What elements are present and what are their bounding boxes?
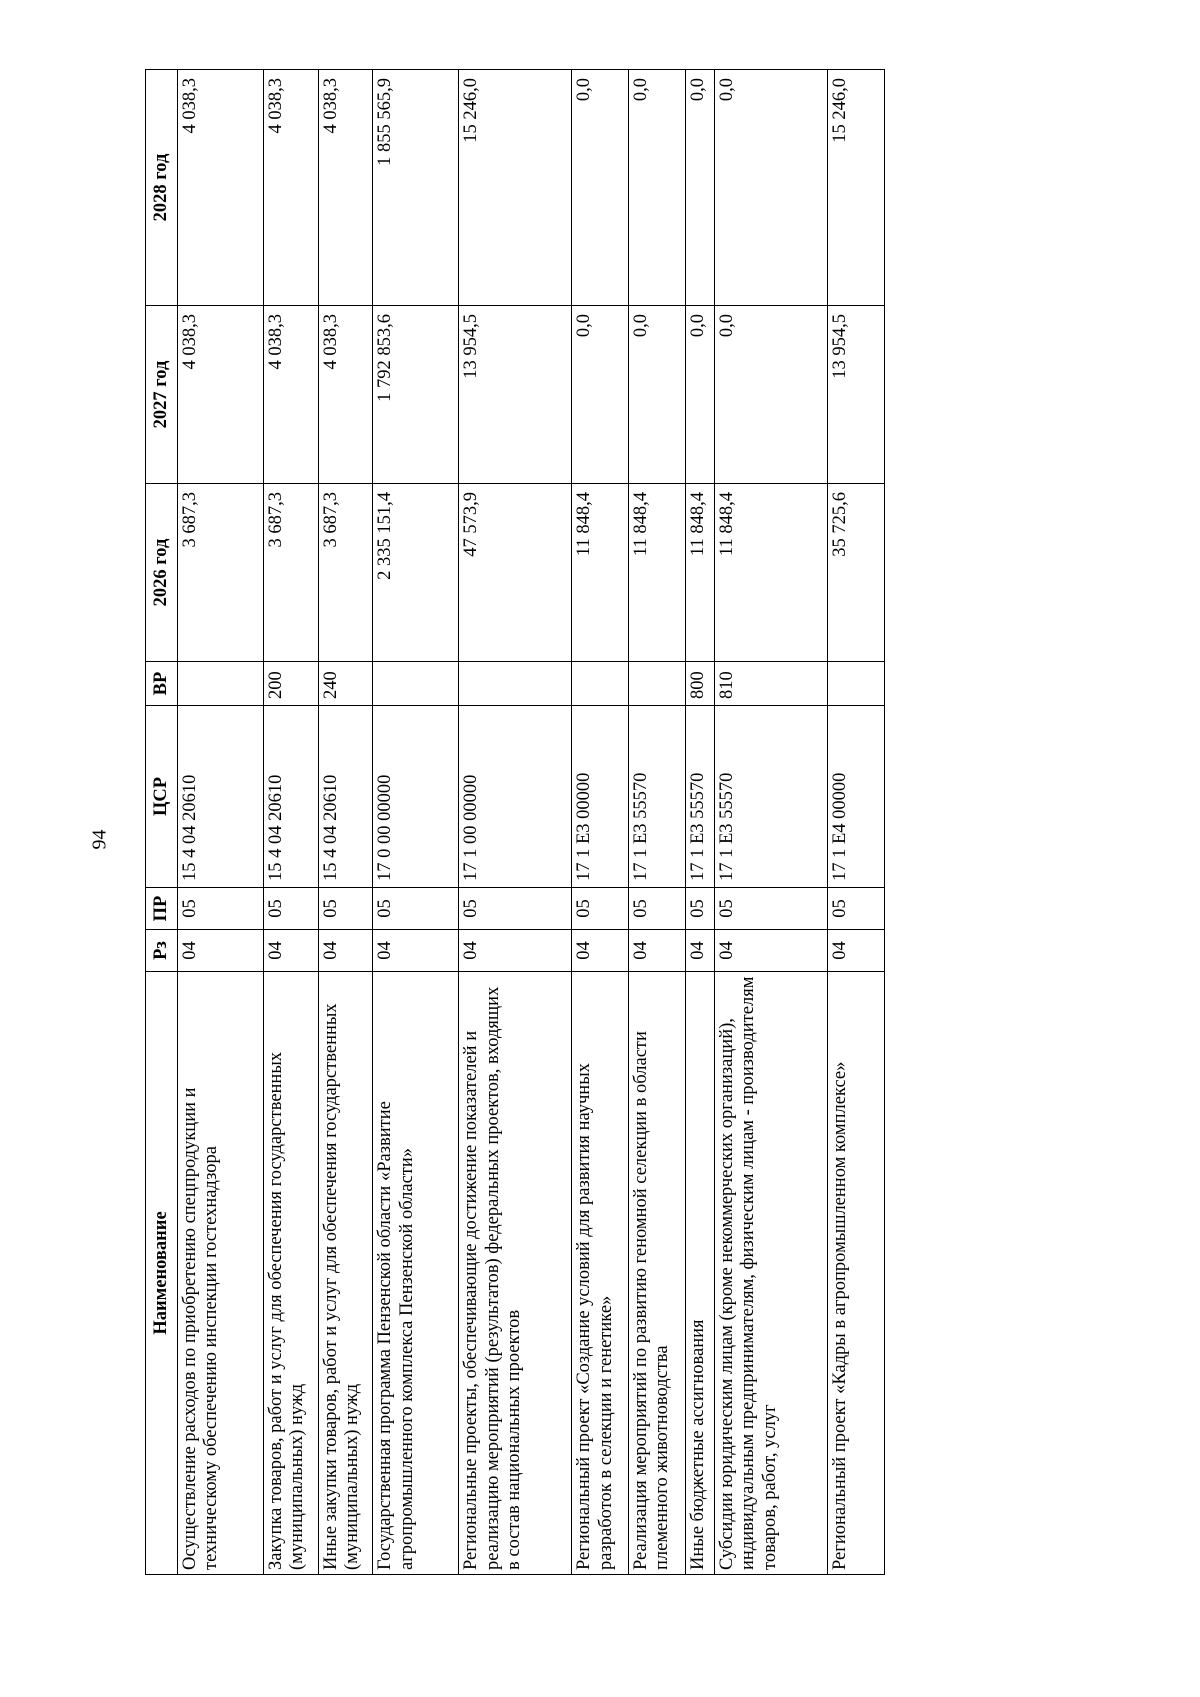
header-name: Наименование: [146, 972, 178, 1575]
row-rz: 04: [373, 930, 459, 972]
row-2028: 0,0: [714, 70, 827, 306]
row-2026: 3 687,3: [178, 484, 264, 662]
row-2026: 11 848,4: [572, 484, 629, 662]
row-2027: 0,0: [685, 306, 714, 484]
row-2027: 1 792 853,6: [373, 306, 459, 484]
row-2027: 13 954,5: [459, 306, 572, 484]
table-row: [714, 70, 827, 1575]
row-rz: 04: [628, 930, 685, 972]
row-pr: 05: [628, 888, 685, 930]
table-row: [459, 70, 572, 1575]
row-2026: 47 573,9: [459, 484, 572, 662]
table-row: [318, 70, 373, 1575]
row-2028: 15 246,0: [828, 70, 885, 306]
row-rz: 04: [178, 930, 264, 972]
row-2028: 4 038,3: [178, 70, 264, 306]
row-2027: 4 038,3: [178, 306, 264, 484]
row-2026: 2 335 151,4: [373, 484, 459, 662]
table-row: [178, 70, 264, 1575]
row-csr: 15 4 04 20610: [318, 706, 373, 888]
table-row: [628, 70, 685, 1575]
row-2026: 35 725,6: [828, 484, 885, 662]
row-2028: 0,0: [628, 70, 685, 306]
row-csr: 15 4 04 20610: [178, 706, 264, 888]
row-name: Закупка товаров, работ и услуг для обеспечения государственных (муниципальных) нужд: [264, 972, 319, 1575]
row-vr: 240: [318, 662, 373, 706]
row-vr: 810: [714, 662, 827, 706]
header-2026: 2026 год: [146, 484, 178, 662]
row-2028: 1 855 565,9: [373, 70, 459, 306]
header-2028: 2028 год: [146, 70, 178, 306]
row-csr: 17 1 Е3 55570: [685, 706, 714, 888]
row-csr: 17 1 00 00000: [459, 706, 572, 888]
row-name: Иные закупки товаров, работ и услуг для обеспечения государственных (муниципальных) нужд: [318, 972, 373, 1575]
row-2026: 11 848,4: [628, 484, 685, 662]
header-pr: ПР: [146, 888, 178, 930]
row-csr: 15 4 04 20610: [264, 706, 319, 888]
row-name: Субсидии юридическим лицам (кроме некоммерческих организаций), индивидуальным предпринимателям, физическим лицам - производителям товаров, работ, услуг: [714, 972, 827, 1575]
header-2027: 2027 год: [146, 306, 178, 484]
row-vr: [373, 662, 459, 706]
row-vr: 200: [264, 662, 319, 706]
row-name: Осуществление расходов по приобретению спецпродукции и техническому обеспечению инспекции гостехнадзора: [178, 972, 264, 1575]
row-name: Реализация мероприятий по развитию геномной селекции в области племенного животноводства: [628, 972, 685, 1575]
row-vr: [459, 662, 572, 706]
page-number: 94: [88, 829, 111, 850]
row-2026: 11 848,4: [714, 484, 827, 662]
row-rz: 04: [318, 930, 373, 972]
row-2027: 0,0: [628, 306, 685, 484]
row-vr: [178, 662, 264, 706]
row-vr: [572, 662, 629, 706]
row-2027: 4 038,3: [318, 306, 373, 484]
row-rz: 04: [828, 930, 885, 972]
row-csr: 17 1 Е3 55570: [714, 706, 827, 888]
header-vr: ВР: [146, 662, 178, 706]
table-header-row: [146, 70, 178, 1575]
rotated-page-content: [145, 70, 885, 1575]
row-2028: 0,0: [685, 70, 714, 306]
row-vr: [828, 662, 885, 706]
row-name: Региональные проекты, обеспечивающие достижение показателей и реализацию мероприятий (результатов) федеральных проектов, входящих в состав национальных проектов: [459, 972, 572, 1575]
row-2027: 0,0: [714, 306, 827, 484]
row-vr: [628, 662, 685, 706]
row-pr: 05: [318, 888, 373, 930]
row-name: Государственная программа Пензенской области «Развитие агропромышленного комплекса Пензенской области»: [373, 972, 459, 1575]
row-2026: 3 687,3: [318, 484, 373, 662]
header-csr: ЦСР: [146, 706, 178, 888]
row-rz: 04: [714, 930, 827, 972]
row-rz: 04: [572, 930, 629, 972]
row-csr: 17 1 Е4 00000: [828, 706, 885, 888]
table-row: [373, 70, 459, 1575]
row-pr: 05: [264, 888, 319, 930]
row-2027: 13 954,5: [828, 306, 885, 484]
budget-table: [145, 69, 885, 1575]
row-pr: 05: [572, 888, 629, 930]
row-2026: 11 848,4: [685, 484, 714, 662]
row-rz: 04: [459, 930, 572, 972]
row-name: Региональный проект «Кадры в агропромышленном комплексе»: [828, 972, 885, 1575]
row-vr: 800: [685, 662, 714, 706]
row-rz: 04: [264, 930, 319, 972]
row-name: Региональный проект «Создание условий для развития научных разработок в селекции и генетике»: [572, 972, 629, 1575]
row-pr: 05: [828, 888, 885, 930]
row-2028: 15 246,0: [459, 70, 572, 306]
row-pr: 05: [373, 888, 459, 930]
row-name: Иные бюджетные ассигнования: [685, 972, 714, 1575]
table-row: [264, 70, 319, 1575]
row-2026: 3 687,3: [264, 484, 319, 662]
row-pr: 05: [714, 888, 827, 930]
table-row: [828, 70, 885, 1575]
row-pr: 05: [459, 888, 572, 930]
row-2028: 4 038,3: [318, 70, 373, 306]
row-csr: 17 0 00 00000: [373, 706, 459, 888]
table-row: [685, 70, 714, 1575]
row-pr: 05: [178, 888, 264, 930]
header-rz: Рз: [146, 930, 178, 972]
table-row: [572, 70, 629, 1575]
row-2028: 4 038,3: [264, 70, 319, 306]
row-csr: 17 1 Е3 00000: [572, 706, 629, 888]
row-csr: 17 1 Е3 55570: [628, 706, 685, 888]
row-2027: 4 038,3: [264, 306, 319, 484]
row-2027: 0,0: [572, 306, 629, 484]
row-pr: 05: [685, 888, 714, 930]
row-2028: 0,0: [572, 70, 629, 306]
row-rz: 04: [685, 930, 714, 972]
